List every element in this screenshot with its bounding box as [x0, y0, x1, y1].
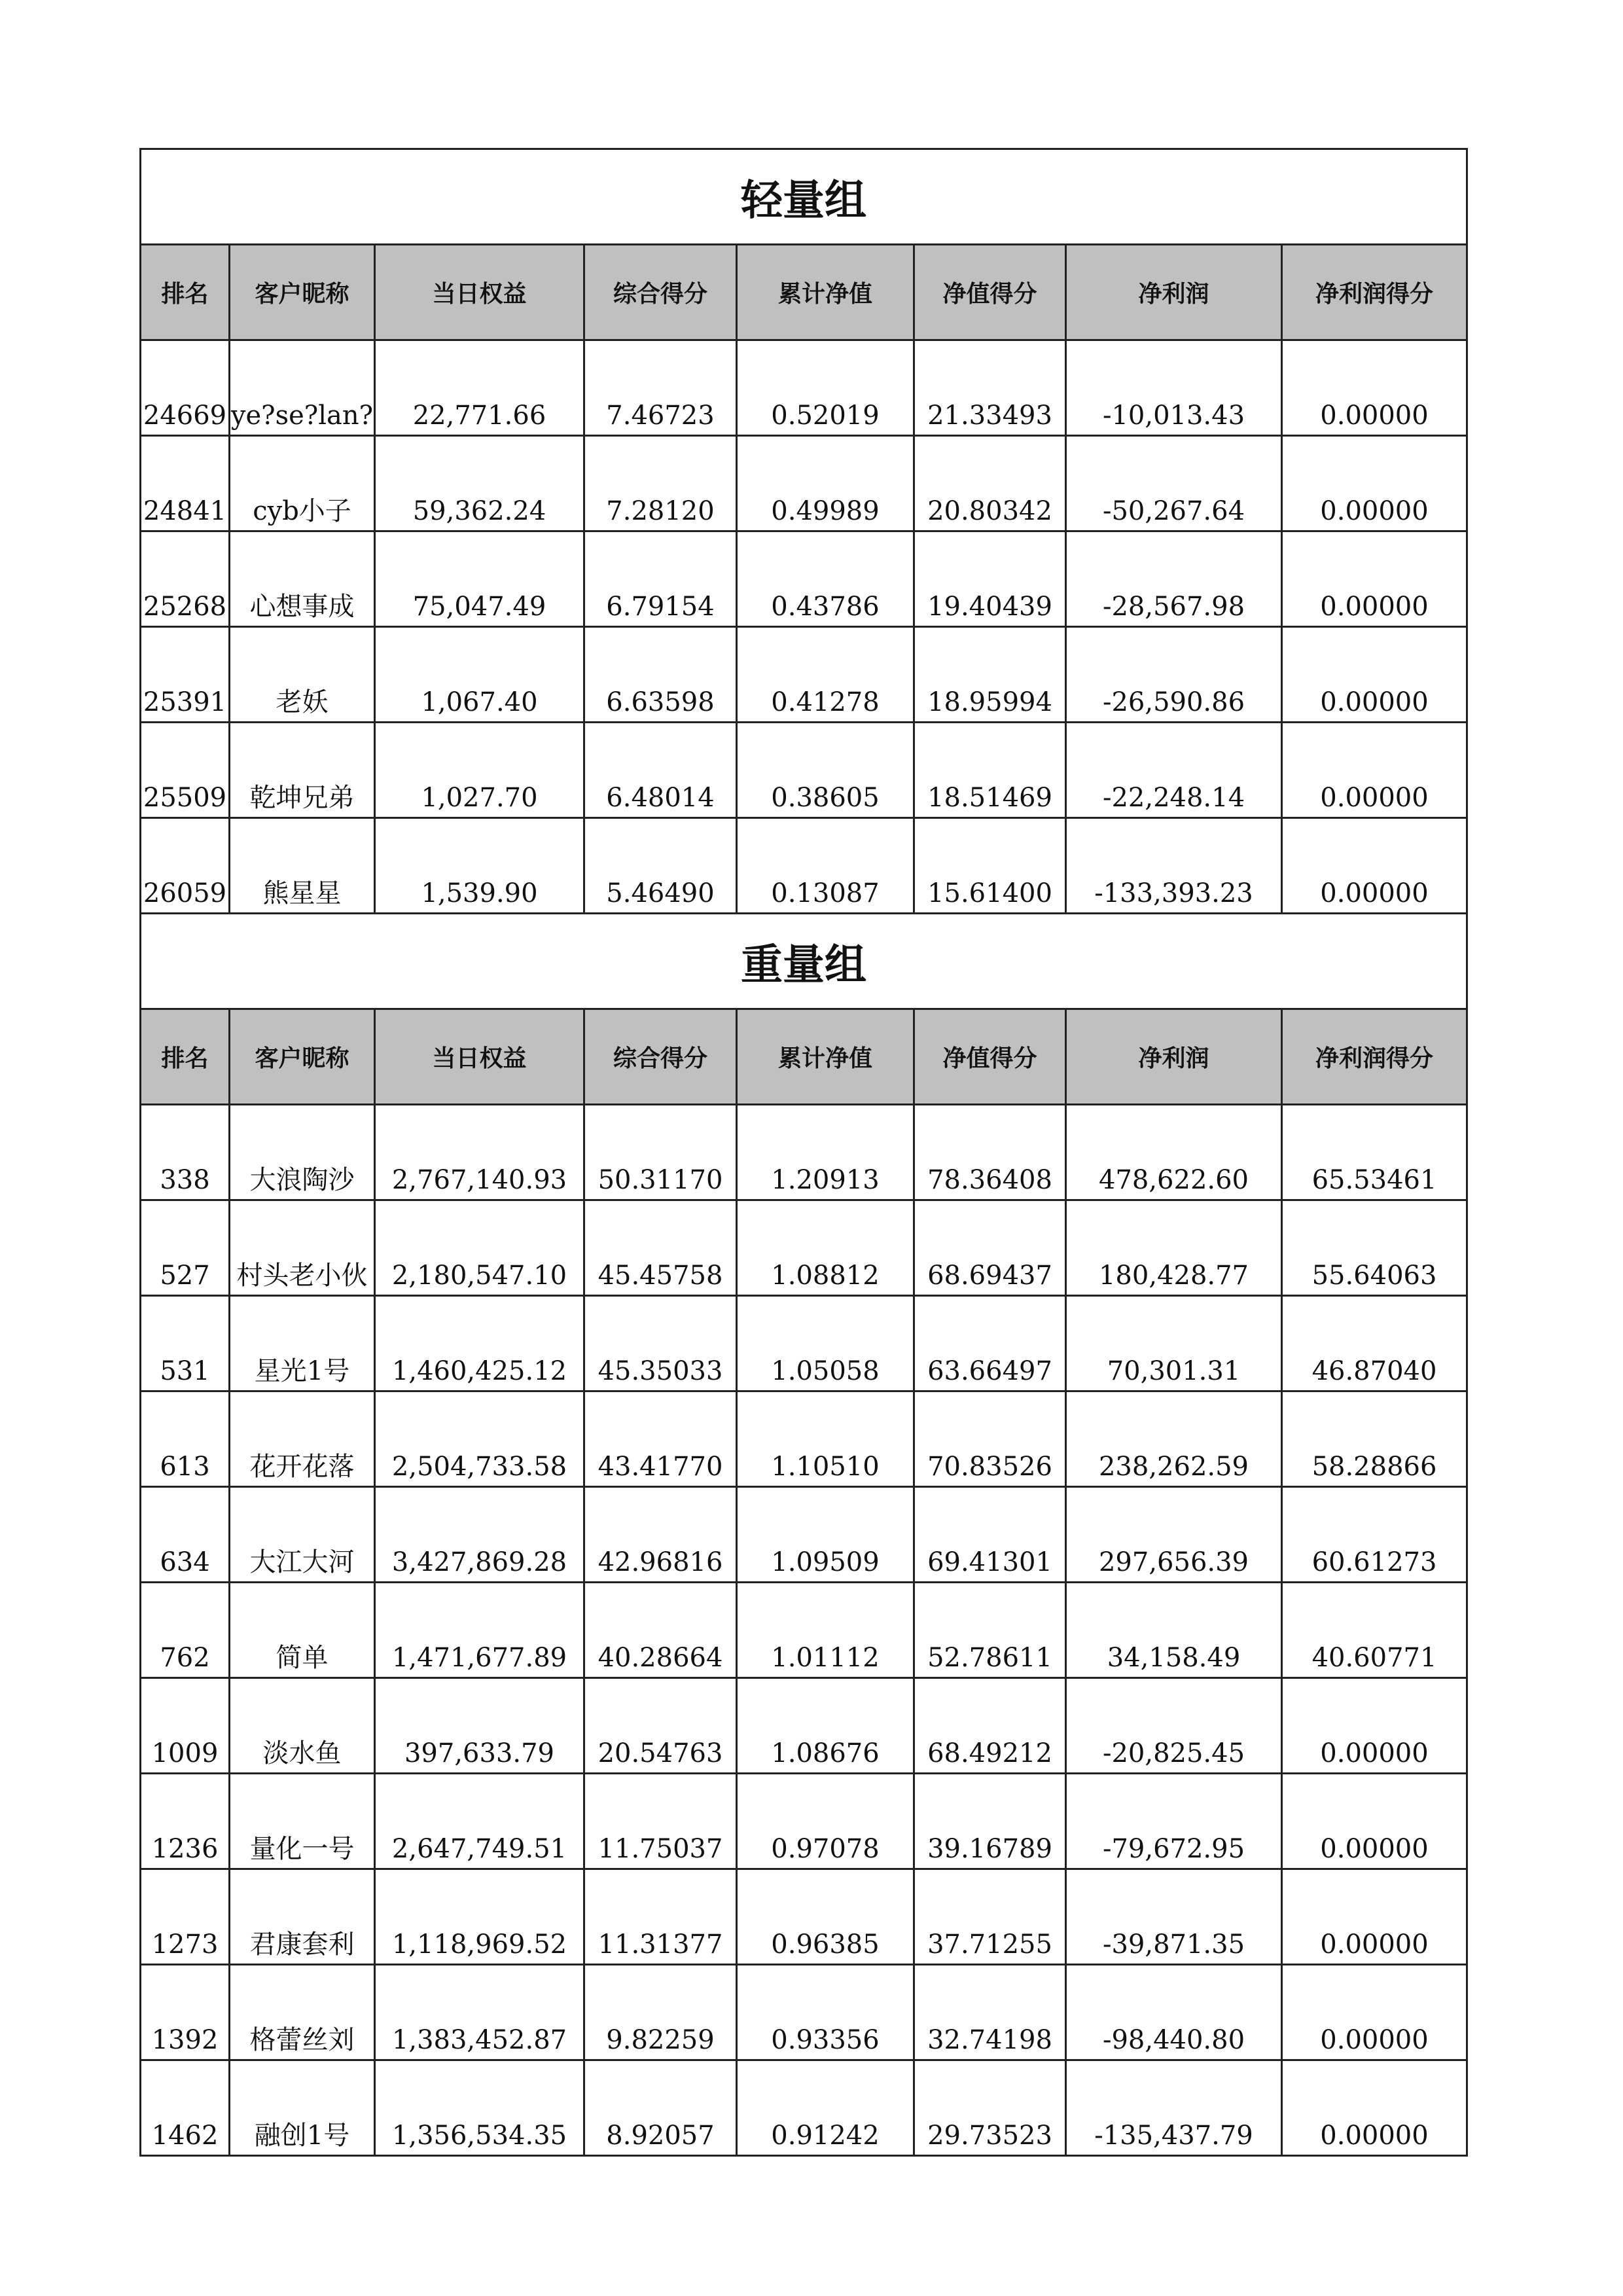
profit-score-cell: 0.00000 — [1282, 1965, 1467, 2060]
score-header: 综合得分 — [584, 245, 737, 340]
score-cell: 7.28120 — [584, 436, 737, 531]
nickname-cell: 心想事成 — [230, 531, 375, 627]
equity-cell: 59,362.24 — [375, 436, 584, 531]
profit-score-cell: 60.61273 — [1282, 1487, 1467, 1583]
table-row — [141, 627, 1467, 723]
nickname-cell: 大浪陶沙 — [230, 1105, 375, 1200]
profit-score-cell: 0.00000 — [1282, 1869, 1467, 1965]
equity-cell: 2,180,547.10 — [375, 1200, 584, 1296]
profit-score-cell: 0.00000 — [1282, 2060, 1467, 2156]
profit-score-cell: 0.00000 — [1282, 818, 1467, 914]
net-profit-header: 净利润 — [1066, 245, 1282, 340]
rank-cell: 531 — [141, 1296, 230, 1391]
rank-cell: 1462 — [141, 2060, 230, 2156]
nav-cell: 1.09509 — [737, 1487, 914, 1583]
score-cell: 43.41770 — [584, 1391, 737, 1487]
rank-cell: 338 — [141, 1105, 230, 1200]
net-profit-cell: -10,013.43 — [1066, 340, 1282, 436]
net-profit-cell: -98,440.80 — [1066, 1965, 1282, 2060]
nav-cell: 0.91242 — [737, 2060, 914, 2156]
light-group-title: 轻量组 — [141, 149, 1467, 245]
rank-cell: 24841 — [141, 436, 230, 531]
score-cell: 42.96816 — [584, 1487, 737, 1583]
equity-cell: 75,047.49 — [375, 531, 584, 627]
profit-score-cell: 0.00000 — [1282, 1774, 1467, 1869]
nav-cell: 1.08812 — [737, 1200, 914, 1296]
score-cell: 45.35033 — [584, 1296, 737, 1391]
net-profit-cell: 34,158.49 — [1066, 1583, 1282, 1678]
net-profit-cell: 238,262.59 — [1066, 1391, 1282, 1487]
nickname-cell: 量化一号 — [230, 1774, 375, 1869]
table-row — [141, 1774, 1467, 1869]
nickname-cell: 淡水鱼 — [230, 1678, 375, 1774]
equity-cell: 1,067.40 — [375, 627, 584, 723]
table-row — [141, 1583, 1467, 1678]
equity-cell: 397,633.79 — [375, 1678, 584, 1774]
rank-cell: 1009 — [141, 1678, 230, 1774]
nav-score-header: 净值得分 — [914, 1009, 1066, 1105]
net-profit-cell: -79,672.95 — [1066, 1774, 1282, 1869]
rank-cell: 1236 — [141, 1774, 230, 1869]
nav-cell: 0.41278 — [737, 627, 914, 723]
table-row — [141, 1296, 1467, 1391]
score-cell: 8.92057 — [584, 2060, 737, 2156]
table-row — [141, 1869, 1467, 1965]
heavy-group-title: 重量组 — [141, 914, 1467, 1009]
score-cell: 40.28664 — [584, 1583, 737, 1678]
net-profit-cell: -39,871.35 — [1066, 1869, 1282, 1965]
nav-score-cell: 78.36408 — [914, 1105, 1066, 1200]
score-cell: 6.63598 — [584, 627, 737, 723]
equity-cell: 2,767,140.93 — [375, 1105, 584, 1200]
table-row — [141, 1965, 1467, 2060]
nav-score-header: 净值得分 — [914, 245, 1066, 340]
light-title-row — [141, 149, 1467, 245]
net-profit-cell: 70,301.31 — [1066, 1296, 1282, 1391]
net-profit-cell: -133,393.23 — [1066, 818, 1282, 914]
nav-score-cell: 21.33493 — [914, 340, 1066, 436]
equity-cell: 1,356,534.35 — [375, 2060, 584, 2156]
heavy-title-row — [141, 914, 1467, 1009]
net-profit-cell: -22,248.14 — [1066, 723, 1282, 818]
equity-cell: 1,118,969.52 — [375, 1869, 584, 1965]
nav-cell: 0.52019 — [737, 340, 914, 436]
nav-header: 累计净值 — [737, 245, 914, 340]
nav-cell: 0.13087 — [737, 818, 914, 914]
equity-cell: 1,383,452.87 — [375, 1965, 584, 2060]
nav-cell: 1.05058 — [737, 1296, 914, 1391]
table-row — [141, 531, 1467, 627]
score-cell: 50.31170 — [584, 1105, 737, 1200]
table-row — [141, 1678, 1467, 1774]
profit-score-cell: 0.00000 — [1282, 436, 1467, 531]
nickname-cell: 乾坤兄弟 — [230, 723, 375, 818]
rank-cell: 25509 — [141, 723, 230, 818]
nav-score-cell: 19.40439 — [914, 531, 1066, 627]
nav-cell: 0.93356 — [737, 1965, 914, 2060]
nickname-cell: 简单 — [230, 1583, 375, 1678]
score-cell: 11.31377 — [584, 1869, 737, 1965]
rank-cell: 762 — [141, 1583, 230, 1678]
equity-cell: 1,539.90 — [375, 818, 584, 914]
rank-cell: 25268 — [141, 531, 230, 627]
equity-cell: 22,771.66 — [375, 340, 584, 436]
equity-header: 当日权益 — [375, 245, 584, 340]
table-row — [141, 818, 1467, 914]
nav-score-cell: 29.73523 — [914, 2060, 1066, 2156]
table-row — [141, 340, 1467, 436]
table-row — [141, 1391, 1467, 1487]
nav-cell: 1.10510 — [737, 1391, 914, 1487]
nav-cell: 0.96385 — [737, 1869, 914, 1965]
nickname-cell: ye?se?lan? — [230, 340, 375, 436]
net-profit-header: 净利润 — [1066, 1009, 1282, 1105]
table-row — [141, 2060, 1467, 2156]
profit-score-cell: 0.00000 — [1282, 340, 1467, 436]
nickname-cell: 融创1号 — [230, 2060, 375, 2156]
nickname-cell: 星光1号 — [230, 1296, 375, 1391]
rank-cell: 634 — [141, 1487, 230, 1583]
score-cell: 7.46723 — [584, 340, 737, 436]
profit-score-cell: 58.28866 — [1282, 1391, 1467, 1487]
nav-score-cell: 52.78611 — [914, 1583, 1066, 1678]
equity-header: 当日权益 — [375, 1009, 584, 1105]
nav-score-cell: 20.80342 — [914, 436, 1066, 531]
nickname-header: 客户昵称 — [230, 245, 375, 340]
profit-score-cell: 0.00000 — [1282, 627, 1467, 723]
profit-score-cell: 0.00000 — [1282, 723, 1467, 818]
equity-cell: 1,460,425.12 — [375, 1296, 584, 1391]
nav-score-cell: 18.95994 — [914, 627, 1066, 723]
nav-cell: 0.43786 — [737, 531, 914, 627]
equity-cell: 3,427,869.28 — [375, 1487, 584, 1583]
nav-cell: 0.49989 — [737, 436, 914, 531]
rank-cell: 26059 — [141, 818, 230, 914]
nav-score-cell: 69.41301 — [914, 1487, 1066, 1583]
score-cell: 45.45758 — [584, 1200, 737, 1296]
net-profit-cell: -28,567.98 — [1066, 531, 1282, 627]
nav-score-cell: 32.74198 — [914, 1965, 1066, 2060]
net-profit-cell: -20,825.45 — [1066, 1678, 1282, 1774]
nickname-header: 客户昵称 — [230, 1009, 375, 1105]
score-cell: 5.46490 — [584, 818, 737, 914]
nav-cell: 0.97078 — [737, 1774, 914, 1869]
nav-score-cell: 68.49212 — [914, 1678, 1066, 1774]
nav-score-cell: 68.69437 — [914, 1200, 1066, 1296]
ranking-table — [139, 148, 1468, 2157]
profit-score-header: 净利润得分 — [1282, 1009, 1467, 1105]
score-cell: 6.79154 — [584, 531, 737, 627]
net-profit-cell: -26,590.86 — [1066, 627, 1282, 723]
rank-cell: 613 — [141, 1391, 230, 1487]
table-row — [141, 723, 1467, 818]
score-cell: 9.82259 — [584, 1965, 737, 2060]
profit-score-header: 净利润得分 — [1282, 245, 1467, 340]
score-cell: 11.75037 — [584, 1774, 737, 1869]
nickname-cell: 花开花落 — [230, 1391, 375, 1487]
profit-score-cell: 55.64063 — [1282, 1200, 1467, 1296]
equity-cell: 1,027.70 — [375, 723, 584, 818]
net-profit-cell: 478,622.60 — [1066, 1105, 1282, 1200]
nickname-cell: 老妖 — [230, 627, 375, 723]
nav-score-cell: 63.66497 — [914, 1296, 1066, 1391]
rank-cell: 25391 — [141, 627, 230, 723]
score-cell: 6.48014 — [584, 723, 737, 818]
profit-score-cell: 46.87040 — [1282, 1296, 1467, 1391]
table-row — [141, 436, 1467, 531]
nav-cell: 1.08676 — [737, 1678, 914, 1774]
profit-score-cell: 40.60771 — [1282, 1583, 1467, 1678]
rank-cell: 1273 — [141, 1869, 230, 1965]
nickname-cell: 熊星星 — [230, 818, 375, 914]
net-profit-cell: 180,428.77 — [1066, 1200, 1282, 1296]
nickname-cell: 村头老小伙 — [230, 1200, 375, 1296]
nav-score-cell: 37.71255 — [914, 1869, 1066, 1965]
nav-score-cell: 70.83526 — [914, 1391, 1066, 1487]
heavy-header-row — [141, 1009, 1467, 1105]
net-profit-cell: 297,656.39 — [1066, 1487, 1282, 1583]
nickname-cell: cyb小子 — [230, 436, 375, 531]
nav-score-cell: 18.51469 — [914, 723, 1066, 818]
profit-score-cell: 0.00000 — [1282, 1678, 1467, 1774]
score-header: 综合得分 — [584, 1009, 737, 1105]
table-row — [141, 1487, 1467, 1583]
net-profit-cell: -135,437.79 — [1066, 2060, 1282, 2156]
nickname-cell: 君康套利 — [230, 1869, 375, 1965]
equity-cell: 2,647,749.51 — [375, 1774, 584, 1869]
nav-header: 累计净值 — [737, 1009, 914, 1105]
rank-cell: 1392 — [141, 1965, 230, 2060]
equity-cell: 2,504,733.58 — [375, 1391, 584, 1487]
profit-score-cell: 65.53461 — [1282, 1105, 1467, 1200]
profit-score-cell: 0.00000 — [1282, 531, 1467, 627]
nav-cell: 1.01112 — [737, 1583, 914, 1678]
equity-cell: 1,471,677.89 — [375, 1583, 584, 1678]
rank-header: 排名 — [141, 1009, 230, 1105]
nav-cell: 1.20913 — [737, 1105, 914, 1200]
nav-cell: 0.38605 — [737, 723, 914, 818]
rank-cell: 527 — [141, 1200, 230, 1296]
nav-score-cell: 15.61400 — [914, 818, 1066, 914]
rank-cell: 24669 — [141, 340, 230, 436]
net-profit-cell: -50,267.64 — [1066, 436, 1282, 531]
table-row — [141, 1200, 1467, 1296]
nickname-cell: 格蕾丝刘 — [230, 1965, 375, 2060]
nav-score-cell: 39.16789 — [914, 1774, 1066, 1869]
light-header-row — [141, 245, 1467, 340]
score-cell: 20.54763 — [584, 1678, 737, 1774]
rank-header: 排名 — [141, 245, 230, 340]
nickname-cell: 大江大河 — [230, 1487, 375, 1583]
table-row — [141, 1105, 1467, 1200]
